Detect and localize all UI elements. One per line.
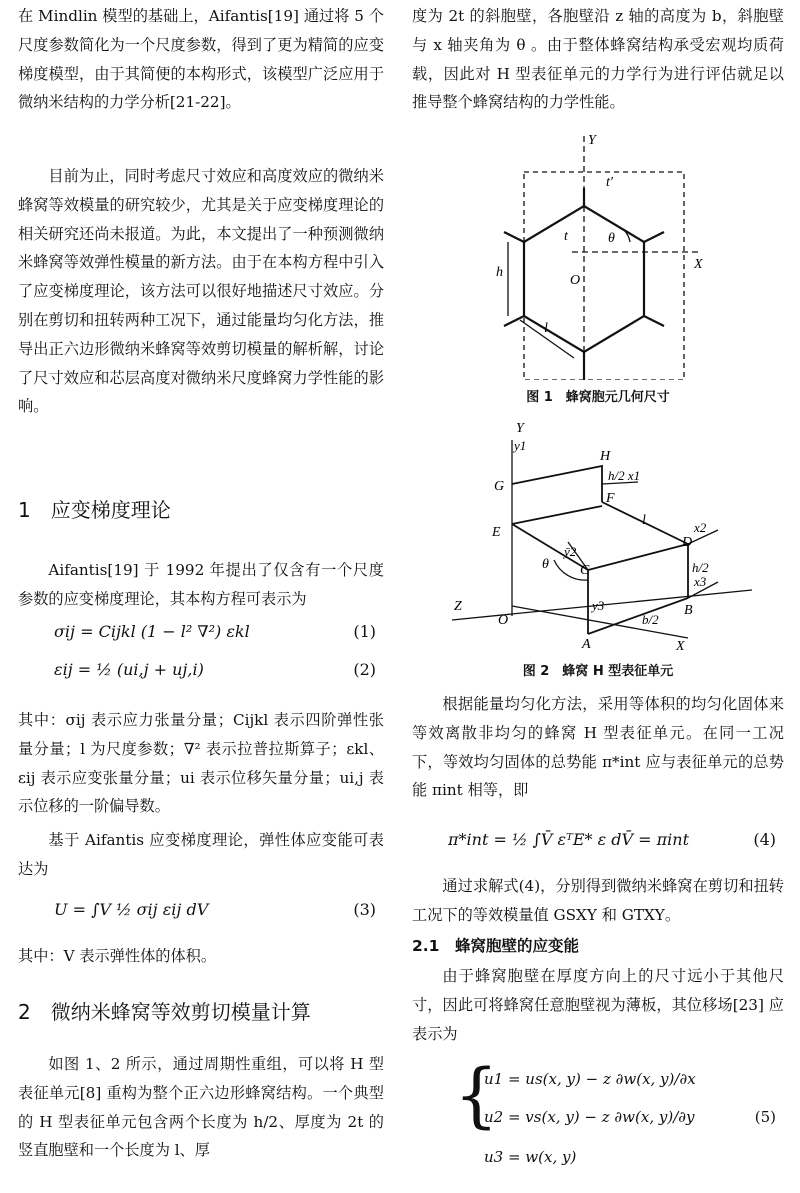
paragraph-h-unit: 如图 1、2 所示，通过周期性重组，可以将 H 型表征单元[8] 重构为整个正六边形蜂窝结构。一个典型的 H 型表征单元包含两个长度为 h/2、厚度为 2t 的竖直胞壁和一个长度为 l、厚 [18,1055,384,1160]
fig2-label-O: O [498,613,509,628]
equation-5-line-1: u1 = us(x, y) − z ∂w(x, y)/∂x [484,1070,696,1088]
fig2-label-Y: Y [516,421,524,436]
fig2-label-x3: x3 [694,574,707,589]
paragraph-thin-plate: 由于蜂窝胞壁在厚度方向上的尺寸远小于其他尺寸，因此可将蜂窝任意胞壁视为薄板，其位移场[23] 应表示为 [412,967,784,1043]
paragraph-energy-homogenization: 根据能量均匀化方法，采用等体积的均匀化固体来等效离散非均匀的蜂窝 H 型表征单元。在同一工况下，等效均匀固体的总势能 π*int 应与表征单元的总势能 πint 相等，即 [412,695,784,800]
fig2-label-A: A [582,637,591,652]
cell-dashed-box [524,172,684,380]
figure-1-caption: 图 1 蜂窝胞元几何尺寸 [526,390,670,405]
equation-2-formula: εij = ½ (ui,j + uj,i) [54,660,204,679]
equation-4-formula: π*int = ½ ∫V̄ εᵀE* ε dV̄ = πint [448,830,689,849]
fig2-label-h2: h/2 [692,560,709,575]
equation-3 [18,892,384,932]
fig1-label-o: O [570,273,581,288]
fig2-label-E: E [492,525,501,540]
fig2-label-X: X [676,639,685,652]
fig2-label-D: D [682,535,693,550]
section-heading-2: 2 微纳米蜂窝等效剪切模量计算 [18,1000,311,1024]
fig2-label-x2: x2 [694,520,707,535]
paragraph-strain-energy: 基于 Aifantis 应变梯度理论，弹性体应变能可表达为 [18,831,384,878]
fig1-label-theta: θ [608,231,615,246]
fig2-label-b2: b/2 [642,612,659,627]
mid-edge [588,544,688,570]
paragraph-aifantis: Aifantis[19] 于 1992 年提出了仅含有一个尺度参数的应变梯度理论，其本构方程可表示为 [18,561,384,608]
figure-2-h-unit [412,420,784,652]
equation-2-number: (2) [353,660,376,679]
equation-3-formula: U = ∫V ½ σij εij dV [54,900,209,919]
equation-5-number: (5) [754,1108,776,1126]
figure-1-honeycomb-cell [412,130,784,380]
fig1-label-y: Y [588,133,596,148]
paragraph-solve-eq4: 通过求解式(4)，分别得到微纳米蜂窝在剪切和扭转工况下的等效模量值 GSXY 和 GTXY。 [412,877,784,924]
equation-1 [18,614,384,654]
equation-3-number: (3) [353,900,376,919]
equation-5-line-3: u3 = w(x, y) [484,1148,577,1166]
fig1-label-t: t [564,229,568,244]
fig2-label-Z: Z [454,599,462,614]
equation-5-line-2: u2 = vs(x, y) − z ∂w(x, y)/∂y [484,1108,695,1126]
fig2-label-theta: θ [542,557,549,572]
fig2-label-y2: ȳ2 [564,544,577,559]
section-heading-1: 1 应变梯度理论 [18,498,171,522]
fig1-label-x: X [694,257,703,272]
fig2-label-l: l [642,513,646,528]
paragraph-wall-geometry: 度为 2t 的斜胞壁，各胞壁沿 z 轴的高度为 b，斜胞壁与 x 轴夹角为 θ 。由于整体蜂窝结构承受宏观均质荷载，因此对 H 型表征单元的力学行为进行评估就足以推导整个蜂窝结构的力学性能。 [412,7,784,112]
top-edge [512,506,602,524]
fig2-label-y3: y3 [592,598,605,613]
paragraph-volume: 其中：V 表示弹性体的体积。 [18,947,217,965]
fig1-label-t-prime: t′ [606,175,613,190]
equation-5 [412,1054,784,1190]
equation-2 [18,652,384,692]
fig2-label-H: H [600,449,611,464]
fig2-label-h2-x1: h/2 x1 [608,468,641,483]
fig1-label-h: h [496,265,503,280]
figure-2-caption: 图 2 蜂窝 H 型表征单元 [522,664,674,679]
subsection-heading-2-1: 2.1 蜂窝胞壁的应变能 [412,937,579,955]
equation-4-number: (4) [753,830,776,849]
fig2-label-F: F [606,491,615,506]
fig2-label-y1: y1 [514,438,527,453]
fig2-label-C: C [580,563,590,578]
equation-4 [412,822,784,862]
equation-5-brace: { [454,1054,499,1136]
paragraph-mindlin: 在 Mindlin 模型的基础上，Aifantis[19] 通过将 5 个尺度参数简化为一个尺度参数，得到了更为精简的应变梯度模型，由于其简便的本构形式，该模型广泛应用于微纳米结构的力学分析[21-22]。 [18,7,384,112]
fig2-label-B: B [684,603,693,618]
equation-1-number: (1) [353,622,376,641]
slanted-front-left [512,524,588,570]
fig1-label-l: l [544,321,548,336]
upper-back-wall [512,466,602,502]
paragraph-research-gap: 目前为止，同时考虑尺寸效应和高度效应的微纳米蜂窝等效模量的研究较少，尤其是关于应变梯度理论的相关研究还尚未报道。为此，本文提出了一种预测微纳米蜂窝等效弹性模量的新方法。由于在本构方程中引入了应变梯度理论，该方法可以很好地描述尺寸效应。分别在剪切和扭转两种工况下，通过能量均匀化方法，推导出正六边形微纳米蜂窝等效剪切模量的解析解，讨论了尺寸效应和芯层高度对微纳米尺度蜂窝力学性能的影响。 [18,167,384,416]
equation-1-formula: σij = Cijkl (1 − l² ∇²) εkl [54,622,250,641]
fig2-label-G: G [494,479,505,494]
paragraph-symbols: 其中：σij 表示应力张量分量；Cijkl 表示四阶弹性张量分量；l 为尺度参数；∇² 表示拉普拉斯算子；εkl、εij 表示应变张量分量；ui 表示位移矢量分量；ui,j 表示位移的一阶偏导数。 [18,711,384,816]
